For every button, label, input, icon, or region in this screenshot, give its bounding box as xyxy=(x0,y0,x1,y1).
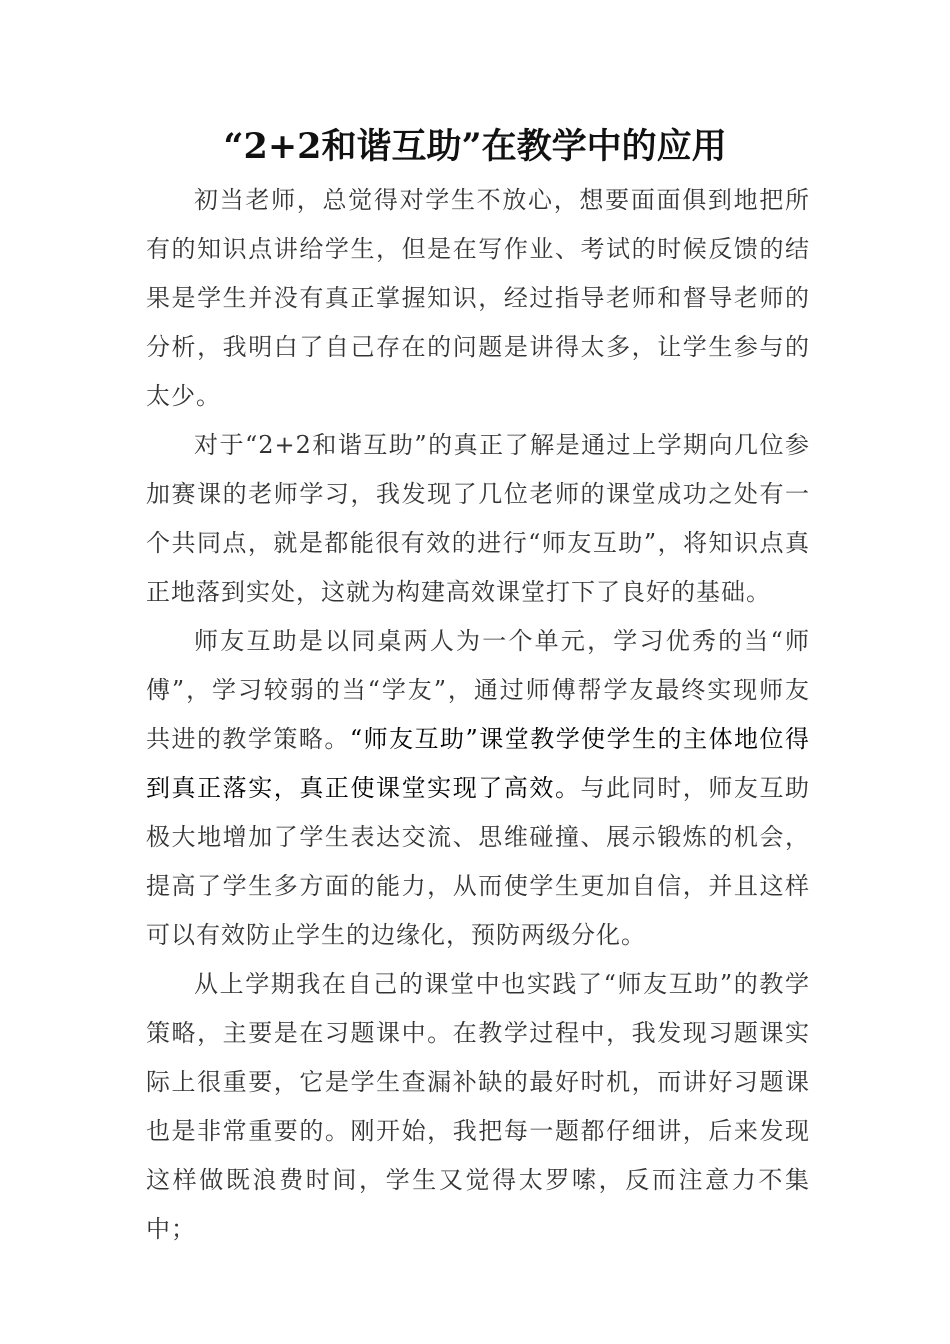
paragraph-1: 初当老师，总觉得对学生不放心，想要面面俱到地把所有的知识点讲给学生，但是在写作业、考试的时候反馈的结果是学生并没有真正掌握知识，经过指导老师和督导老师的分析，我明白了自己存在的问题是讲得太多，让学生参与的太少。 xyxy=(146,186,810,410)
document-body xyxy=(146,176,810,1254)
paragraph-3-part-1: 师友互助是以同桌两人为一个单元，学习优秀的当“师傅”，学习较弱的当“学友”，通过师傅帮学友最终实现师友共进的教学策略。 xyxy=(146,627,810,753)
paragraph-2: 对于“2+2和谐互助”的真正了解是通过上学期向几位参加赛课的老师学习，我发现了几位老师的课堂成功之处有一个共同点，就是都能很有效的进行“师友互助”，将知识点真正地落到实处，这就为构建高效课堂打下了良好的基础。 xyxy=(146,431,810,606)
document-title: “2+2和谐互助”在教学中的应用 xyxy=(223,126,727,167)
paragraph-3-part-2: “师友互助”课堂教学使学生的主体地位得到真正落实，真正使课堂实现了高效。 xyxy=(146,725,811,802)
paragraph-3 xyxy=(146,617,810,960)
paragraph-3-part-3: 与此同时，师友互助极大地增加了学生表达交流、思维碰撞、展示锻炼的机会，提高了学生多方面的能力，从而使学生更加自信，并且这样可以有效防止学生的边缘化，预防两级分化。 xyxy=(146,774,811,949)
paragraph-4: 从上学期我在自己的课堂中也实践了“师友互助”的教学策略，主要是在习题课中。在教学过程中，我发现习题课实际上很重要，它是学生查漏补缺的最好时机，而讲好习题课也是非常重要的。刚开始，我把每一题都仔细讲，后来发现这样做既浪费时间，学生又觉得太罗嗦，反而注意力不集中； xyxy=(146,970,810,1243)
